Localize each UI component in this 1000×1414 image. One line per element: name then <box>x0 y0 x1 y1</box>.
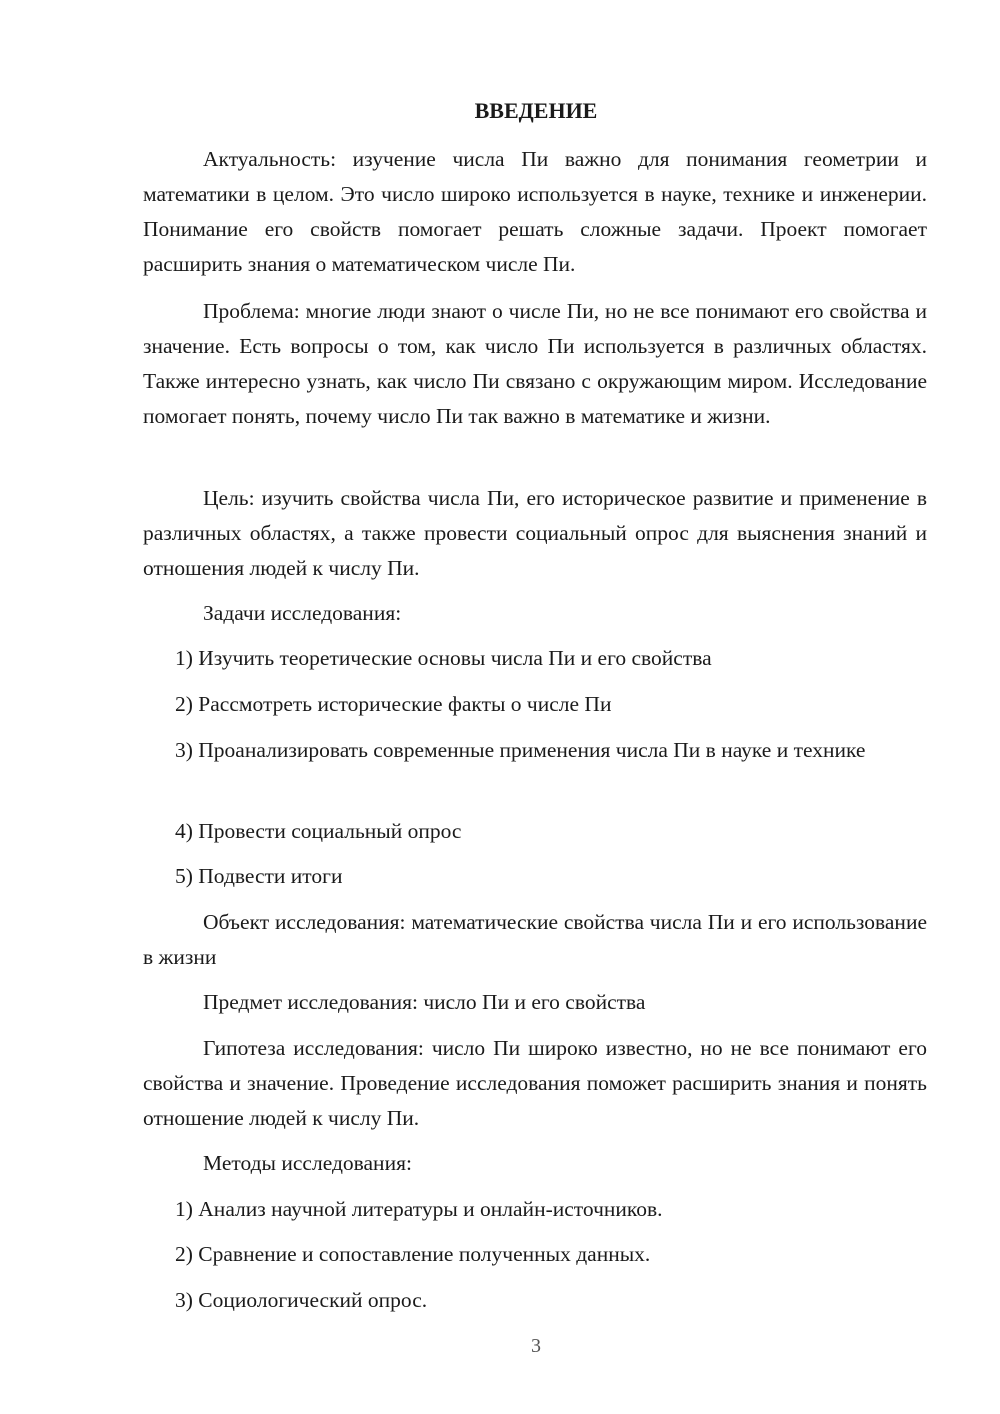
task-item-5: 5) Подвести итоги <box>175 864 343 888</box>
goal-paragraph: Цель: изучить свойства числа Пи, его историческое развитие и применение в различных областях, а также провести социальный опрос для выяснения знаний и отношения людей к числу Пи. <box>143 486 927 580</box>
method-item-3: 3) Социологический опрос. <box>175 1288 428 1312</box>
problem-paragraph: Проблема: многие люди знают о числе Пи, но не все понимают его свойства и значение. Есть вопросы о том, как число Пи используется в различных областях. Также интересно узнать, как число Пи связано с окружающим миром. Исследование помогает понять, почему число Пи так важно в математике и жизни. <box>143 299 927 428</box>
subject-paragraph: Предмет исследования: число Пи и его свойства <box>203 990 646 1014</box>
task-item-2: 2) Рассмотреть исторические факты о числе Пи <box>175 692 612 716</box>
method-item-2: 2) Сравнение и сопоставление полученных данных. <box>175 1242 651 1266</box>
tasks-heading: Задачи исследования: <box>203 601 402 625</box>
methods-heading: Методы исследования: <box>203 1151 412 1175</box>
page-number: 3 <box>531 1335 541 1357</box>
hypothesis-paragraph: Гипотеза исследования: число Пи широко известно, но не все понимают его свойства и значение. Проведение исследования поможет расширить знания и понять отношение людей к числу Пи. <box>143 1036 927 1130</box>
method-item-1: 1) Анализ научной литературы и онлайн-источников. <box>175 1197 663 1221</box>
section-title: ВВЕДЕНИЕ <box>474 98 598 123</box>
relevance-paragraph: Актуальность: изучение числа Пи важно для понимания геометрии и математики в целом. Это число широко используется в науке, технике и инженерии. Понимание его свойств помогает решать сложные задачи. Проект помогает расширить знания о математическом числе Пи. <box>143 147 927 276</box>
task-item-1: 1) Изучить теоретические основы числа Пи и его свойства <box>175 646 712 670</box>
task-item-3: 3) Проанализировать современные применения числа Пи в науке и технике <box>175 738 866 762</box>
object-paragraph: Объект исследования: математические свойства числа Пи и его использование в жизни <box>143 910 927 969</box>
task-item-4: 4) Провести социальный опрос <box>175 819 462 843</box>
